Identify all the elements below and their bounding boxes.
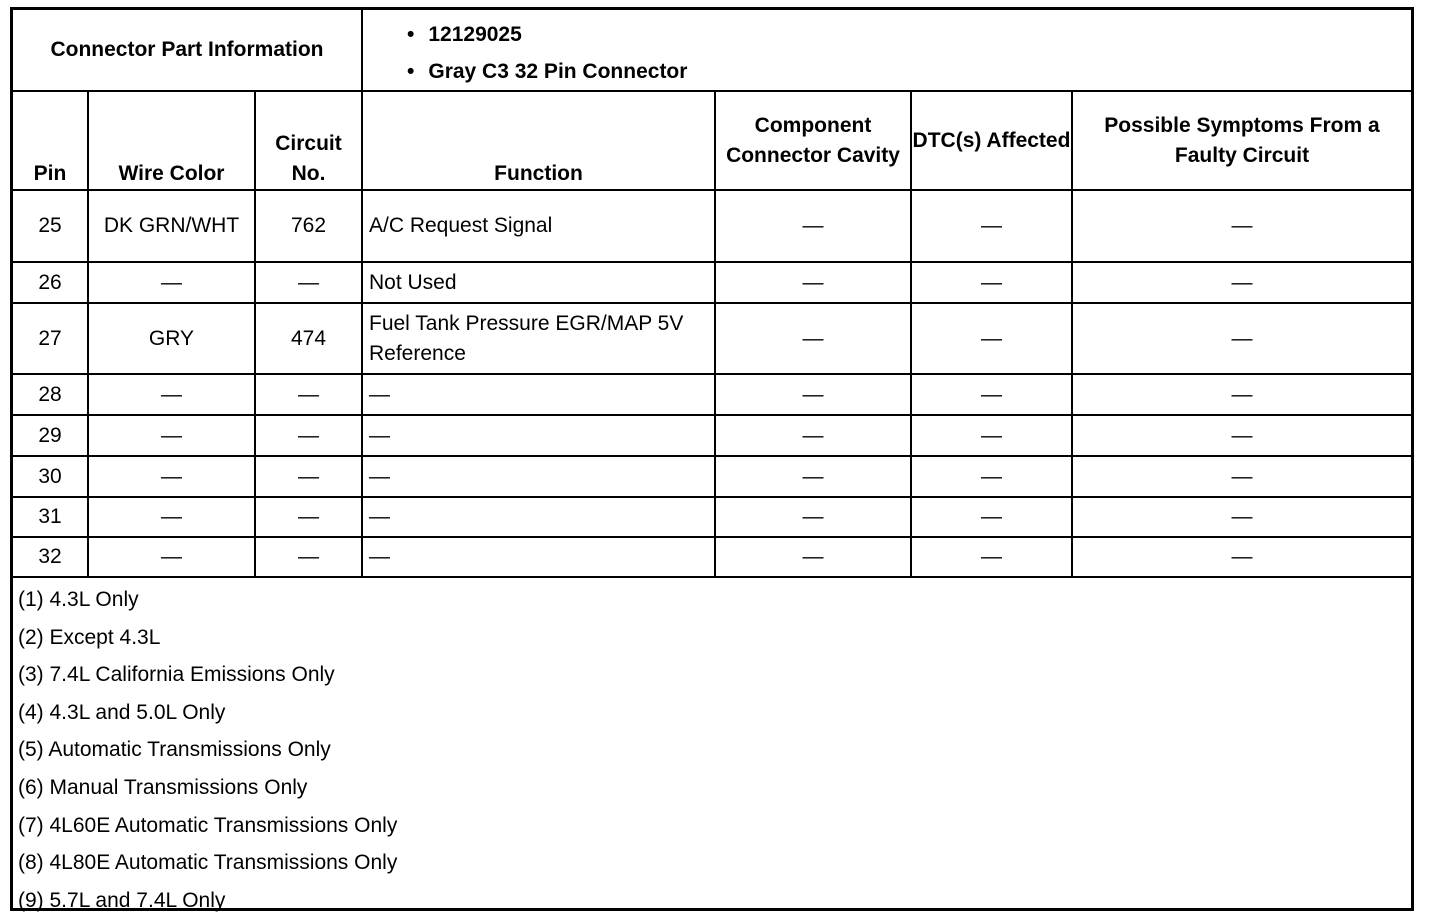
cell-function: A/C Request Signal — [362, 190, 715, 262]
cell-cavity: — — [715, 303, 911, 374]
cell-pin: 30 — [13, 456, 88, 497]
part-number: • 12129025 — [407, 16, 1411, 53]
cell-dtc: — — [911, 456, 1072, 497]
cell-circuit: 762 — [255, 190, 362, 262]
cell-symptoms: — — [1072, 262, 1411, 303]
cell-pin: 27 — [13, 303, 88, 374]
header-pin: Pin — [13, 92, 88, 190]
cell-function: — — [362, 537, 715, 577]
table-row — [13, 537, 1411, 577]
table-header-row — [13, 92, 1411, 190]
table-row — [13, 497, 1411, 537]
cell-pin: 29 — [13, 415, 88, 456]
cell-wire-color: GRY — [88, 303, 255, 374]
cell-dtc: — — [911, 190, 1072, 262]
cell-cavity: — — [715, 262, 911, 303]
cell-symptoms: — — [1072, 374, 1411, 415]
connector-part-information-label: Connector Part Information — [13, 10, 362, 91]
cell-function: — — [362, 497, 715, 537]
cell-wire-color: — — [88, 497, 255, 537]
footnote: (7) 4L60E Automatic Transmissions Only — [18, 813, 398, 837]
cell-wire-color: — — [88, 415, 255, 456]
footnote: (3) 7.4L California Emissions Only — [18, 663, 335, 687]
footnote: (9) 5.7L and 7.4L Only — [18, 888, 226, 912]
cell-dtc: — — [911, 415, 1072, 456]
cell-pin: 32 — [13, 537, 88, 577]
cell-circuit: — — [255, 374, 362, 415]
cell-wire-color: — — [88, 537, 255, 577]
cell-cavity: — — [715, 537, 911, 577]
footnote: (4) 4.3L and 5.0L Only — [18, 700, 226, 724]
footnotes — [13, 578, 1411, 921]
table-row — [13, 262, 1411, 303]
cell-symptoms: — — [1072, 456, 1411, 497]
cell-dtc: — — [911, 262, 1072, 303]
cell-dtc: — — [911, 497, 1072, 537]
cell-pin: 25 — [13, 190, 88, 262]
cell-symptoms: — — [1072, 537, 1411, 577]
header-function: Function — [362, 92, 715, 190]
connector-description: • Gray C3 32 Pin Connector — [407, 53, 1411, 90]
connector-table-sheet — [10, 7, 1414, 911]
cell-function: — — [362, 415, 715, 456]
cell-circuit: — — [255, 415, 362, 456]
connector-info-table — [13, 10, 1411, 92]
cell-function: Fuel Tank Pressure EGR/MAP 5V Reference — [362, 303, 715, 374]
cell-pin: 28 — [13, 374, 88, 415]
cell-wire-color: — — [88, 374, 255, 415]
table-row — [13, 190, 1411, 262]
cell-symptoms: — — [1072, 497, 1411, 537]
footnote: (6) Manual Transmissions Only — [18, 775, 308, 799]
cell-cavity: — — [715, 415, 911, 456]
footnote: (8) 4L80E Automatic Transmissions Only — [18, 851, 398, 875]
cell-circuit: — — [255, 537, 362, 577]
cell-dtc: — — [911, 303, 1072, 374]
cell-wire-color: DK GRN/WHT — [88, 190, 255, 262]
header-wire-color: Wire Color — [88, 92, 255, 190]
cell-pin: 26 — [13, 262, 88, 303]
cell-pin: 31 — [13, 497, 88, 537]
header-possible-symptoms: Possible Symptoms From a Faulty Circuit — [1072, 92, 1411, 190]
cell-cavity: — — [715, 190, 911, 262]
footnote: (5) Automatic Transmissions Only — [18, 738, 331, 762]
cell-circuit: — — [255, 262, 362, 303]
cell-dtc: — — [911, 374, 1072, 415]
table-row — [13, 374, 1411, 415]
pinout-table — [13, 92, 1411, 578]
header-dtcs-affected: DTC(s) Affected — [911, 92, 1072, 190]
cell-function: — — [362, 374, 715, 415]
header-component-connector-cavity: Component Connector Cavity — [715, 92, 911, 190]
cell-symptoms: — — [1072, 415, 1411, 456]
connector-part-information-values — [362, 10, 1411, 91]
header-circuit-no: Circuit No. — [255, 92, 362, 190]
cell-function: — — [362, 456, 715, 497]
cell-circuit: — — [255, 456, 362, 497]
footnote: (2) Except 4.3L — [18, 625, 161, 649]
cell-cavity: — — [715, 456, 911, 497]
footnote: (1) 4.3L Only — [18, 588, 139, 611]
cell-cavity: — — [715, 374, 911, 415]
cell-circuit: — — [255, 497, 362, 537]
cell-cavity: — — [715, 497, 911, 537]
cell-symptoms: — — [1072, 303, 1411, 374]
cell-function: Not Used — [362, 262, 715, 303]
table-row — [13, 303, 1411, 374]
cell-dtc: — — [911, 537, 1072, 577]
table-row — [13, 456, 1411, 497]
cell-symptoms: — — [1072, 190, 1411, 262]
cell-wire-color: — — [88, 456, 255, 497]
cell-circuit: 474 — [255, 303, 362, 374]
cell-wire-color: — — [88, 262, 255, 303]
table-row — [13, 415, 1411, 456]
